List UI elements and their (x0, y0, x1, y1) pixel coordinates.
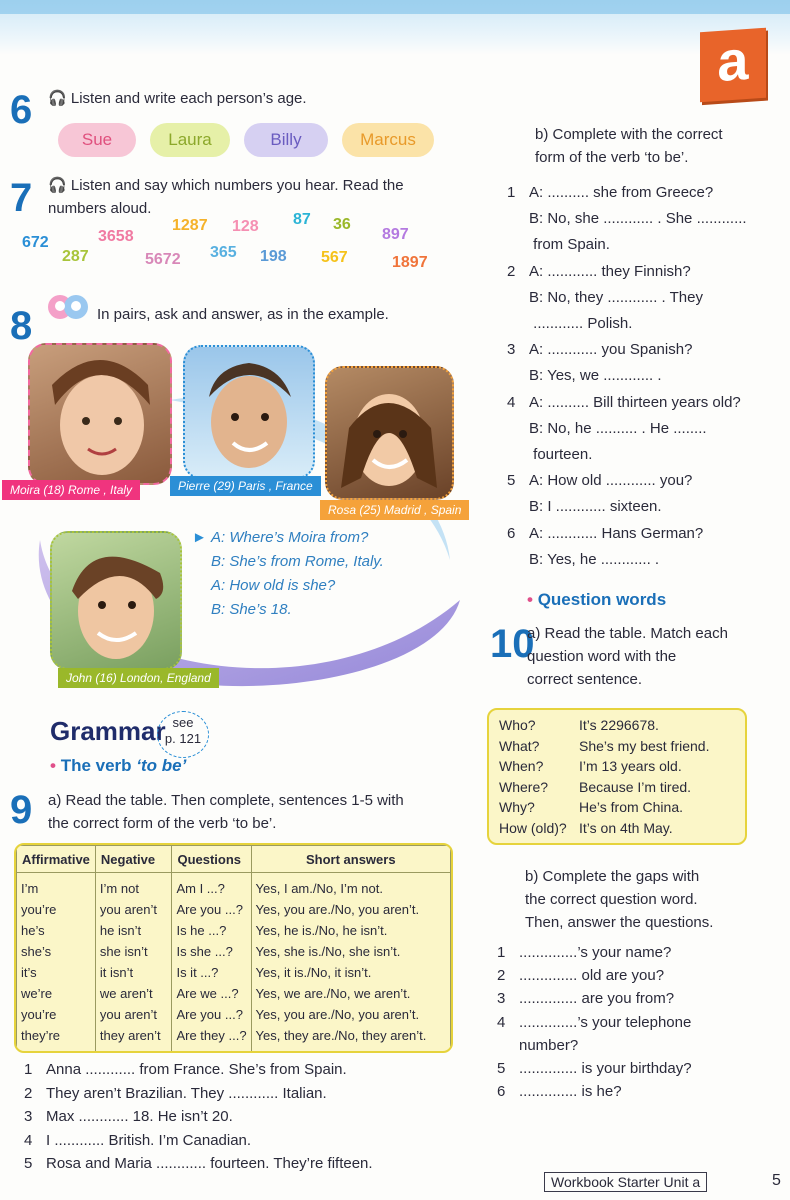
table-row (17, 962, 451, 983)
item-text: They aren’t Brazilian. They ............ Italian. (46, 1084, 327, 1102)
list-item (507, 416, 747, 442)
number-item: 567 (321, 249, 348, 266)
question-word: How (old)? (499, 819, 567, 836)
item-number: 3 (24, 1108, 33, 1125)
question-row (499, 818, 735, 839)
item-text: ..............’s your telephone (519, 1013, 692, 1031)
list-item (507, 259, 747, 285)
subhead-verb: ‘to be’ (136, 756, 187, 775)
question-row (499, 756, 735, 777)
item-number: 6 (497, 1083, 506, 1101)
table-cell: Are we ...? (172, 983, 251, 1004)
exercise-8-instruction: In pairs, ask and answer, as in the example. (97, 306, 389, 323)
exercise-10b-text-3: Then, answer the questions. (525, 914, 714, 931)
table-cell: Are you ...? (172, 1004, 251, 1025)
list-item (497, 987, 692, 1010)
table-cell: it isn’t (95, 962, 172, 983)
question-words-heading-text: Question words (537, 590, 667, 609)
item-number: 2 (507, 262, 516, 280)
grammar-table-header (17, 846, 451, 873)
item-number: 1 (24, 1061, 33, 1078)
table-cell: Are you ...? (172, 899, 251, 920)
label-pierre: Pierre (29) Paris , France (170, 476, 321, 496)
pair-work-icon (46, 292, 90, 322)
exercise-9b-instruction (535, 123, 723, 169)
label-moira: Moira (18) Rome , Italy (2, 480, 140, 500)
list-item (507, 206, 747, 232)
list-item (24, 1105, 373, 1129)
table-row (17, 941, 451, 962)
exercise-7-number: 7 (10, 176, 33, 220)
answer-sentence: She’s my best friend. (579, 737, 710, 754)
item-number: 3 (507, 341, 516, 359)
exercise-10-text-2: question word with the (527, 648, 677, 665)
table-cell: Yes, they are./No, they aren’t. (251, 1025, 450, 1051)
list-item (24, 1129, 373, 1153)
exercise-10-text-3: correct sentence. (527, 671, 643, 688)
item-text: .............. is your birthday? (519, 1060, 692, 1078)
table-cell: Yes, she is./No, she isn’t. (251, 941, 450, 962)
list-item (497, 1034, 692, 1057)
list-item (24, 1082, 373, 1106)
label-rosa: Rosa (25) Madrid , Spain (320, 500, 469, 520)
answer-sentence: I’m 13 years old. (579, 758, 682, 774)
exercise-10-instruction (527, 622, 728, 691)
exercise-9-instruction (48, 789, 404, 835)
table-cell: it’s (17, 962, 96, 983)
grammar-table (14, 843, 453, 1053)
exercise-6-text: Listen and write each person’s age. (70, 90, 307, 107)
table-cell: I’m not (95, 873, 172, 900)
table-cell: we’re (17, 983, 96, 1004)
answer-sentence: He’s from China. (579, 799, 684, 815)
number-item: 287 (62, 248, 89, 265)
item-text: Rosa and Maria ............ fourteen. They’re fifteen. (46, 1155, 373, 1172)
table-cell: Yes, you are./No, you aren’t. (251, 1004, 450, 1025)
table-cell: Yes, you are./No, you aren’t. (251, 899, 450, 920)
table-cell: Are they ...? (172, 1025, 251, 1051)
name-pill: Billy (244, 123, 328, 157)
exercise-8-number: 8 (10, 304, 33, 348)
table-cell: Yes, he is./No, he isn’t. (251, 920, 450, 941)
list-item (507, 494, 747, 520)
item-text: B: I ............ sixteen. (529, 498, 662, 516)
item-text: ............ Polish. (529, 315, 633, 333)
question-word: Where? (499, 778, 549, 795)
exercise-9-text-1: a) Read the table. Then complete, sentences 1-5 with (48, 792, 404, 809)
list-item (507, 521, 747, 547)
number-item: 87 (293, 211, 311, 228)
item-text: ..............’s your name? (519, 944, 672, 961)
item-number: 4 (507, 393, 516, 411)
name-pill: Sue (58, 123, 136, 157)
table-cell: I’m (17, 873, 96, 900)
table-cell: Is it ...? (172, 962, 251, 983)
number-item: 1897 (392, 254, 428, 271)
item-text: A: .......... Bill thirteen years old? (529, 393, 741, 411)
list-item (497, 941, 692, 964)
exercise-7-text-1: Listen and say which numbers you hear. Read the (70, 177, 404, 194)
footer-label: Workbook Starter Unit a (544, 1172, 707, 1192)
name-pill: Laura (150, 123, 230, 157)
table-cell: you aren’t (95, 899, 172, 920)
photo-john (50, 531, 182, 670)
question-row (499, 777, 735, 798)
number-item: 365 (210, 244, 237, 261)
exercise-10b-instruction (525, 865, 713, 934)
dialog-line-3: A: How old is she? (211, 577, 336, 594)
list-item (497, 1011, 692, 1034)
table-cell: Yes, it is./No, it isn’t. (251, 962, 450, 983)
item-text: B: No, she ............ . She ............ (529, 210, 747, 228)
item-text: Max ............ 18. He isn’t 20. (46, 1108, 233, 1125)
number-item: 198 (260, 248, 287, 265)
table-cell: he’s (17, 920, 96, 941)
name-pill: Marcus (342, 123, 434, 157)
photo-rosa (325, 366, 454, 500)
number-item: 5672 (145, 251, 181, 268)
list-item (497, 1057, 692, 1080)
exercise-9-number: 9 (10, 788, 33, 832)
table-header-cell: Questions (172, 846, 251, 873)
number-item: 128 (232, 218, 259, 235)
exercise-10-text-1: a) Read the table. Match each (527, 625, 728, 642)
item-text: I ............ British. I’m Canadian. (46, 1131, 252, 1149)
list-item (497, 964, 692, 987)
question-row (499, 797, 735, 818)
item-text: .............. is he? (519, 1083, 622, 1101)
exercise-9-sentences (24, 1058, 373, 1176)
table-row (17, 873, 451, 900)
item-text: .............. are you from? (519, 990, 675, 1008)
answer-sentence: It’s on 4th May. (579, 819, 673, 836)
item-text: A: ............ they Finnish? (529, 262, 691, 280)
table-cell: you’re (17, 899, 96, 920)
dialog-line-2: B: She’s from Rome, Italy. (211, 553, 384, 570)
exercise-10b-text-1: b) Complete the gaps with (525, 868, 700, 885)
table-cell: Yes, I am./No, I’m not. (251, 873, 450, 900)
question-words-heading (527, 590, 666, 610)
table-header-cell: Negative (95, 846, 172, 873)
table-cell: you aren’t (95, 1004, 172, 1025)
table-row (17, 1004, 451, 1025)
item-text: B: No, they ............ . They (529, 288, 703, 306)
item-text: Anna ............ from France. She’s from Spain. (46, 1061, 347, 1078)
item-text: A: How old ............ you? (529, 472, 693, 490)
question-row (499, 736, 735, 757)
item-text: A: .......... she from Greece? (529, 184, 714, 201)
list-item (507, 285, 747, 311)
item-text: B: Yes, we ............ . (529, 367, 662, 385)
item-text: A: ............ Hans German? (529, 524, 704, 542)
bullet-icon: • (527, 590, 533, 609)
item-text: fourteen. (529, 446, 593, 464)
item-number: 3 (497, 990, 506, 1008)
table-cell: Is he ...? (172, 920, 251, 941)
table-cell: you’re (17, 1004, 96, 1025)
number-item: 3658 (98, 228, 134, 245)
item-number: 4 (24, 1131, 33, 1149)
table-row (17, 1025, 451, 1051)
exercise-10b-items (497, 941, 692, 1103)
item-number: 2 (497, 967, 506, 985)
exercise-9b-text-2: form of the verb ‘to be’. (535, 149, 689, 166)
headphones-icon: 🎧 (48, 177, 67, 194)
table-cell: Am I ...? (172, 873, 251, 900)
number-item: 1287 (172, 217, 208, 234)
answer-sentence: It’s 2296678. (579, 717, 659, 733)
page-number: 5 (772, 1172, 781, 1189)
question-word: Why? (499, 799, 535, 815)
table-cell: they aren’t (95, 1025, 172, 1051)
exercise-9b-text-1: b) Complete with the correct (535, 126, 723, 143)
question-word-table (487, 708, 747, 845)
item-text: B: No, he .......... . He ........ (529, 419, 707, 437)
list-item (507, 468, 747, 494)
see-page-reference (157, 711, 209, 758)
exercise-10-number: 10 (490, 622, 535, 666)
table-cell: Is she ...? (172, 941, 251, 962)
number-item: 36 (333, 216, 351, 233)
list-item (507, 232, 747, 258)
example-dialog (192, 526, 384, 622)
list-item (507, 442, 747, 468)
number-item: 897 (382, 226, 409, 243)
list-item (507, 547, 747, 573)
subhead-text: The verb (60, 756, 137, 775)
table-row (17, 899, 451, 920)
exercise-9-text-2: the correct form of the verb ‘to be’. (48, 815, 277, 832)
list-item (24, 1058, 373, 1082)
list-item (497, 1080, 692, 1103)
exercise-6-number: 6 (10, 88, 33, 132)
question-row (499, 715, 735, 736)
list-item (507, 180, 747, 206)
table-cell: they’re (17, 1025, 96, 1051)
question-word: When? (499, 758, 544, 774)
list-item (507, 311, 747, 337)
item-number: 1 (497, 944, 506, 961)
item-number: 4 (497, 1013, 506, 1031)
table-header-cell: Affirmative (17, 846, 96, 873)
table-header-cell: Short answers (251, 846, 450, 873)
question-word: Who? (499, 717, 536, 733)
bullet-icon: • (50, 756, 56, 775)
dialog-line-1: A: Where’s Moira from? (211, 529, 369, 546)
item-number: 6 (507, 524, 516, 542)
answer-sentence: Because I’m tired. (579, 778, 692, 795)
table-row (17, 983, 451, 1004)
item-text: .............. old are you? (519, 967, 665, 985)
see-label: see (172, 715, 194, 730)
grammar-subhead (50, 756, 186, 776)
exercise-10b-text-2: the correct question word. (525, 891, 698, 908)
table-cell: she’s (17, 941, 96, 962)
unit-badge: a (700, 28, 766, 103)
grammar-title: Grammar (50, 716, 166, 746)
photo-moira (28, 343, 172, 485)
item-number: 1 (507, 184, 516, 201)
question-word: What? (499, 737, 540, 754)
table-cell: he isn’t (95, 920, 172, 941)
item-number: 5 (507, 472, 516, 490)
item-text: from Spain. (529, 236, 610, 254)
item-number: 5 (24, 1155, 33, 1172)
item-text: number? (519, 1036, 579, 1054)
dialog-line-4: B: She’s 18. (211, 601, 292, 618)
list-item (507, 363, 747, 389)
list-item (507, 390, 747, 416)
item-number: 5 (497, 1060, 506, 1078)
list-item (24, 1152, 373, 1176)
headphones-icon: 🎧 (48, 90, 67, 107)
exercise-9b-lines (507, 180, 747, 573)
label-john: John (16) London, England (58, 668, 219, 688)
table-cell: we aren’t (95, 983, 172, 1004)
exercise-7-text-2: numbers aloud. (48, 200, 152, 217)
page-reference: p. 121 (164, 731, 202, 746)
item-text: B: Yes, he ............ . (529, 550, 660, 568)
play-arrow-icon: ► (192, 529, 207, 546)
number-item: 672 (22, 234, 49, 251)
table-cell: Yes, we are./No, we aren’t. (251, 983, 450, 1004)
table-cell: she isn’t (95, 941, 172, 962)
list-item (507, 337, 747, 363)
table-row (17, 920, 451, 941)
photo-pierre (183, 345, 315, 479)
item-text: A: ............ you Spanish? (529, 341, 693, 359)
item-number: 2 (24, 1084, 33, 1102)
